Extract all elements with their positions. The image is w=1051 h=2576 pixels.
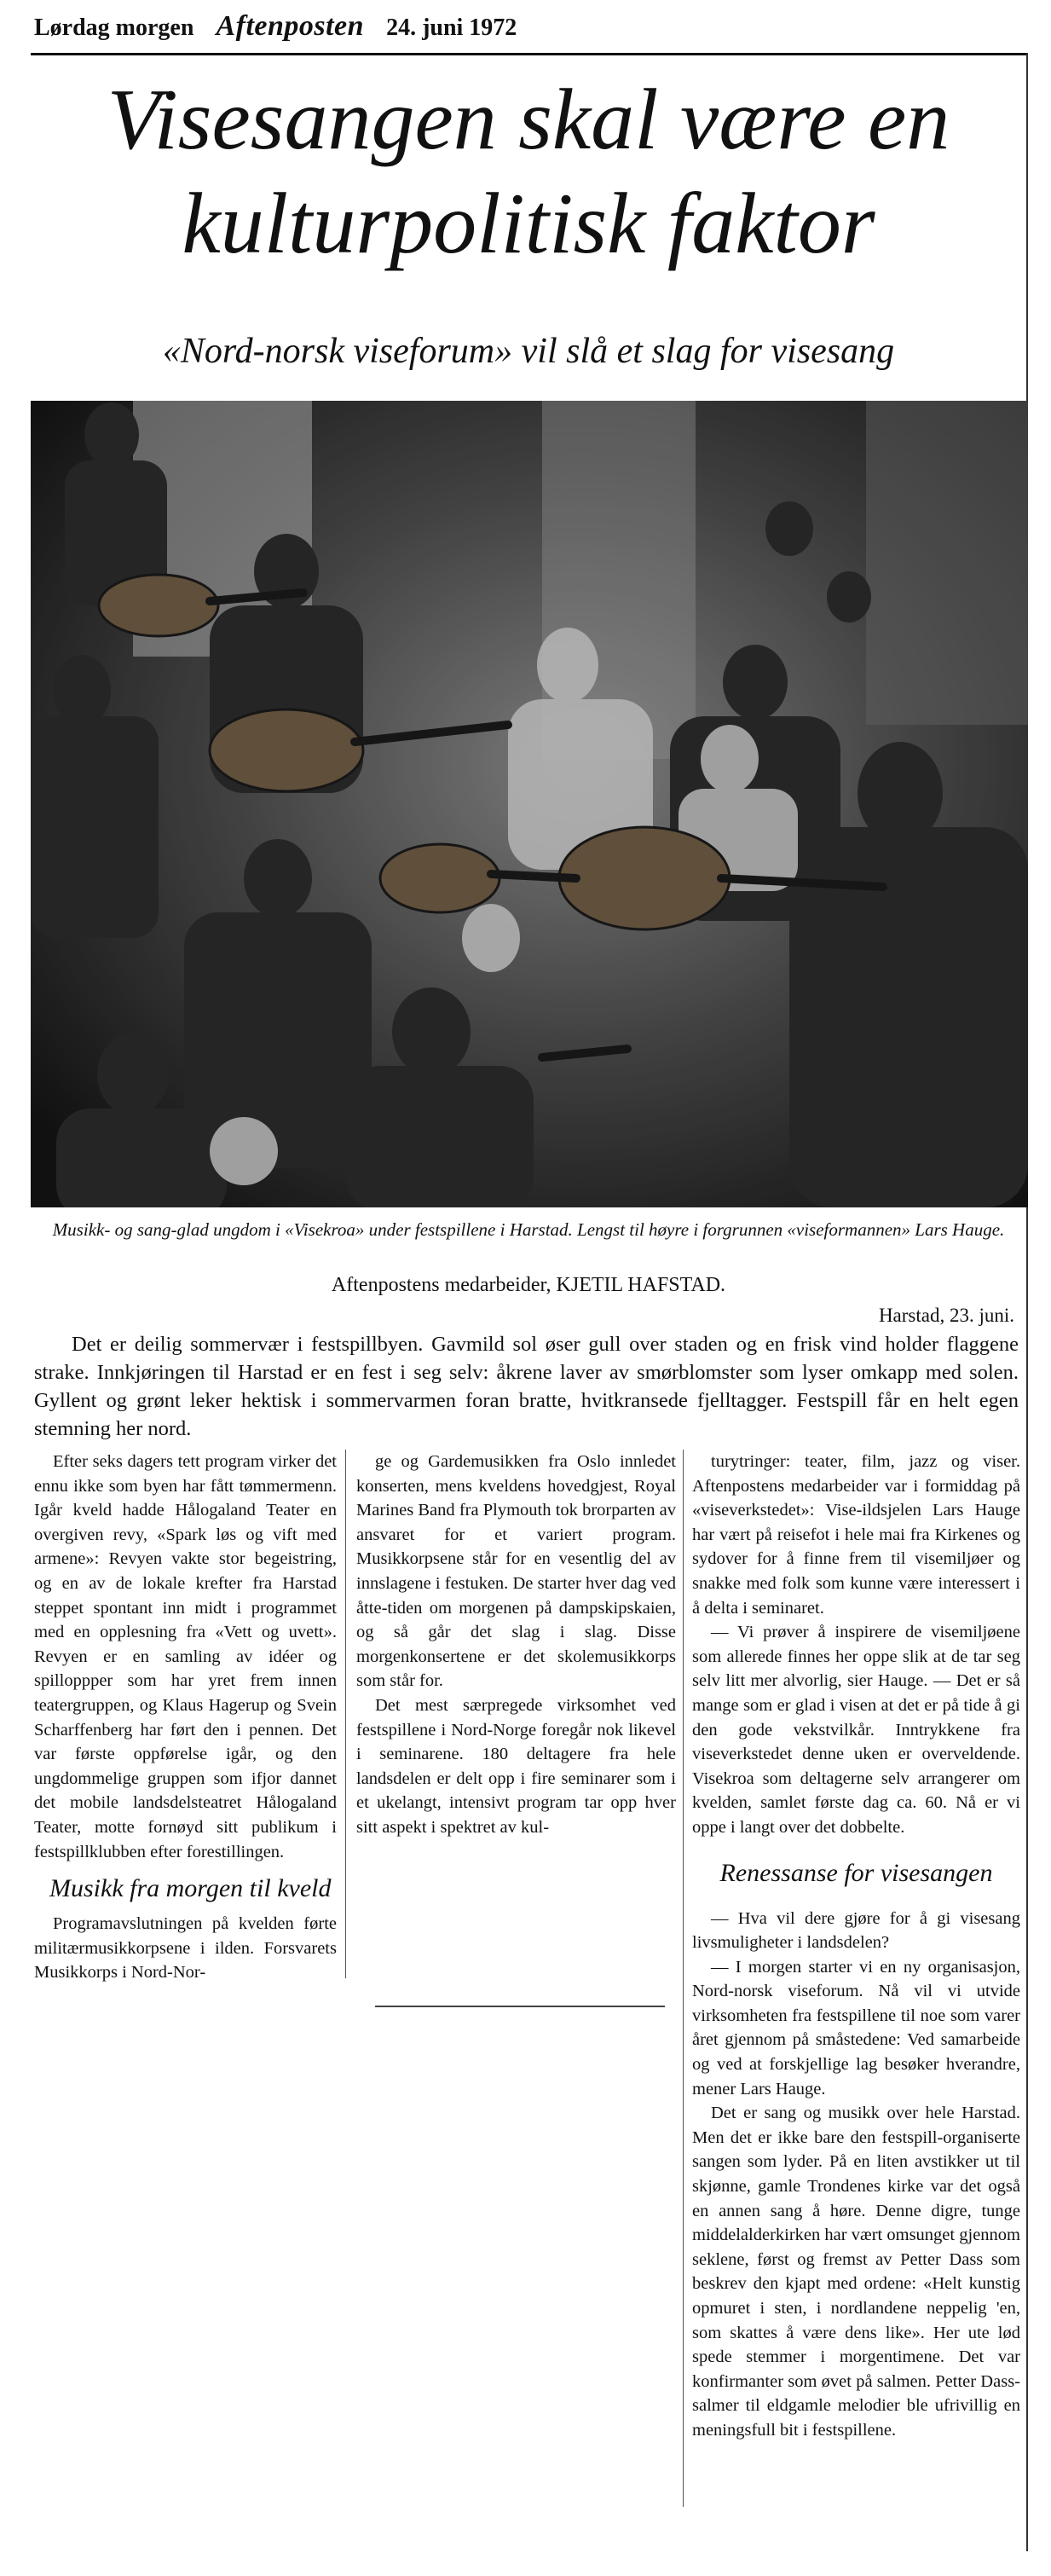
col3-paragraph-1: turytringer: teater, film, jazz og viser. Aftenpostens medarbeider var i formiddag på «viseverkstedet»: Vise-ildsjelen Lars Hauge har vært på reisefot i hele mai fra Kirkenes og sydover for å finne frem til visemiljøer og snakke med folk som kunne være interessert i å delta i seminaret. bbox=[692, 1452, 1020, 1618]
subheadline: «Nord-norsk viseforum» vil slå et slag for visesang bbox=[162, 332, 895, 371]
col3-paragraph-4: — I morgen starter vi en ny organisasjon, Nord-norsk viseforum. Nå vil vi utvide virksomheten fra festspillene til noe som varer året gjennom på småstedene: Ved samarbeide og ved at forskjellige lag besøker hverandre, mener Lars Hauge. bbox=[692, 1957, 1020, 2098]
column-rule-1 bbox=[345, 1450, 346, 1978]
headline-line-2: kulturpolitisk faktor bbox=[182, 176, 875, 272]
column-rule-2 bbox=[683, 1450, 684, 2507]
column-2-end-rule bbox=[375, 2006, 665, 2007]
column-1 bbox=[34, 1450, 337, 1985]
col1-paragraph-1: Efter seks dagers tett program virker det ennu ikke som byen har fått tømmermenn. Igår kveld hadde Hålogaland Teater en overgiven revy, «Spark løs og vift med armene»: Revyen vakte stor begeistring, og en av de lokale krefter fra Harstad steppet spontant inn midt i programmet med en opplesning fra «Vett og uvett». Revyen er en samling av idéer og spilloppper som har yret frem innen teatergruppen, og Klaus Hagerup og Svein Scharffenberg har ført den i pennen. Det var første oppførelse igår, og den ungdommelige gruppen som ifjor dannet det mobile landsdelsteatret Hålogaland Teater, motte fornøyd sitt publikum i festspillklubben efter forestillingen. bbox=[34, 1452, 337, 1861]
col3-paragraph-3: — Hva vil dere gjøre for å gi visesang livsmuligheter i landsdelen? bbox=[692, 1908, 1020, 1953]
column-2 bbox=[356, 1450, 676, 1840]
col3-paragraph-5: Det er sang og musikk over hele Harstad. Men det er ikke bare den festspill-organiserte sangen som lyder. På en liten avstikker ut til skjønne, gamle Trondenes kirke var det også en annen sang å høre. Denne digre, tunge middelalderkirken har vært omsunget gjennom seklene, først og fremst av Petter Dass som beskrev den kjapt med ordene: «Helt kunstig opmuret i sten, i nordlandene neppelig 'en, som skattes å være dens like». Her ute lød spede stemmer i morgentimene. Det var konfirmanter som øvet på salmen. Petter Dass-salmer til eldgamle melodier ble ufrivillig en meningsfull bit i festspillene. bbox=[692, 2104, 1020, 2440]
top-rule bbox=[31, 53, 1028, 55]
byline: Aftenpostens medarbeider, KJETIL HAFSTAD. bbox=[331, 1274, 726, 1296]
col3-subheading: Renessanse for visesangen bbox=[719, 1858, 993, 1887]
col3-paragraph-2: — Vi prøver å inspirere de visemiljøene som allerede finnes her oppe slik at de tar seg selv litt mer alvorlig, sier Hauge. — Det er så mange som er glad i visen at det er på tide å gi den gode vekstvilkår. Inntrykkene fra viseverkstedet denne uken er overveldende. Visekroa som deltagerne selv arrangerer om kvelden, samlet første dag ca. 60. Nå er vi oppe i langt over det dobbelte. bbox=[692, 1623, 1020, 1837]
news-photo bbox=[31, 401, 1028, 1207]
lead-paragraph bbox=[34, 1330, 1019, 1443]
column-3 bbox=[692, 1450, 1020, 2443]
col2-paragraph-2: Det mest særpregede virksomhet ved festspillene i Nord-Norge foregår nok likevel i seminarene. 180 deltagere fra hele landsdelen er delt opp i fire seminarer som i et ukelangt, intensivt program tar opp hver sitt aspekt i spektret av kul- bbox=[356, 1695, 676, 1837]
col1-subheading: Musikk fra morgen til kveld bbox=[49, 1874, 332, 1903]
headline-line-1: Visesangen skal være en bbox=[107, 72, 950, 168]
lead-text: Det er deilig sommervær i festspillbyen. Gavmild sol øser gull over staden og en frisk vind holder flaggene strake. Innkjøringen til Harstad er en fest i seg selv: åkrene laver av smørblomster som lyser omkapp med solen. Gyllent og grønt leker hektisk i sommervarmen foran bratte, hvitkransede fjelltagger. Festspill får en helt egen stemning her nord. bbox=[34, 1333, 1019, 1440]
col2-paragraph-1: ge og Gardemusikken fra Oslo innledet konserten, mens kveldens hovedgjest, Royal Marines Band fra Plymouth tok brorparten av ansvaret for et variert program. Musikkorpsene står for en vesentlig del av innslagene i festuken. De starter hver dag ved åtte-tiden om morgenen på dampskipskaien, og så går det slag i slag. Disse morgenkonsertene er det skolemusikkorps som står for. bbox=[356, 1452, 676, 1691]
photo-illustration bbox=[31, 401, 1028, 1207]
masthead bbox=[34, 10, 1023, 44]
headline bbox=[34, 68, 1023, 276]
photo-caption: Musikk- og sang-glad ungdom i «Visekroa» under festspillene i Harstad. Lengst til høyre i forgrunnen «viseformannen» Lars Hauge. bbox=[52, 1219, 1005, 1240]
masthead-paper-name: Aftenposten bbox=[216, 10, 365, 42]
masthead-day: Lørdag morgen bbox=[34, 14, 194, 41]
col1-paragraph-2: Programavslutningen på kvelden førte militærmusikkorpsene i ilden. Forsvarets Musikkorps i Nord-Nor- bbox=[34, 1914, 337, 1983]
dateline: Harstad, 23. juni. bbox=[878, 1305, 1014, 1326]
masthead-date: 24. juni 1972 bbox=[386, 14, 517, 41]
